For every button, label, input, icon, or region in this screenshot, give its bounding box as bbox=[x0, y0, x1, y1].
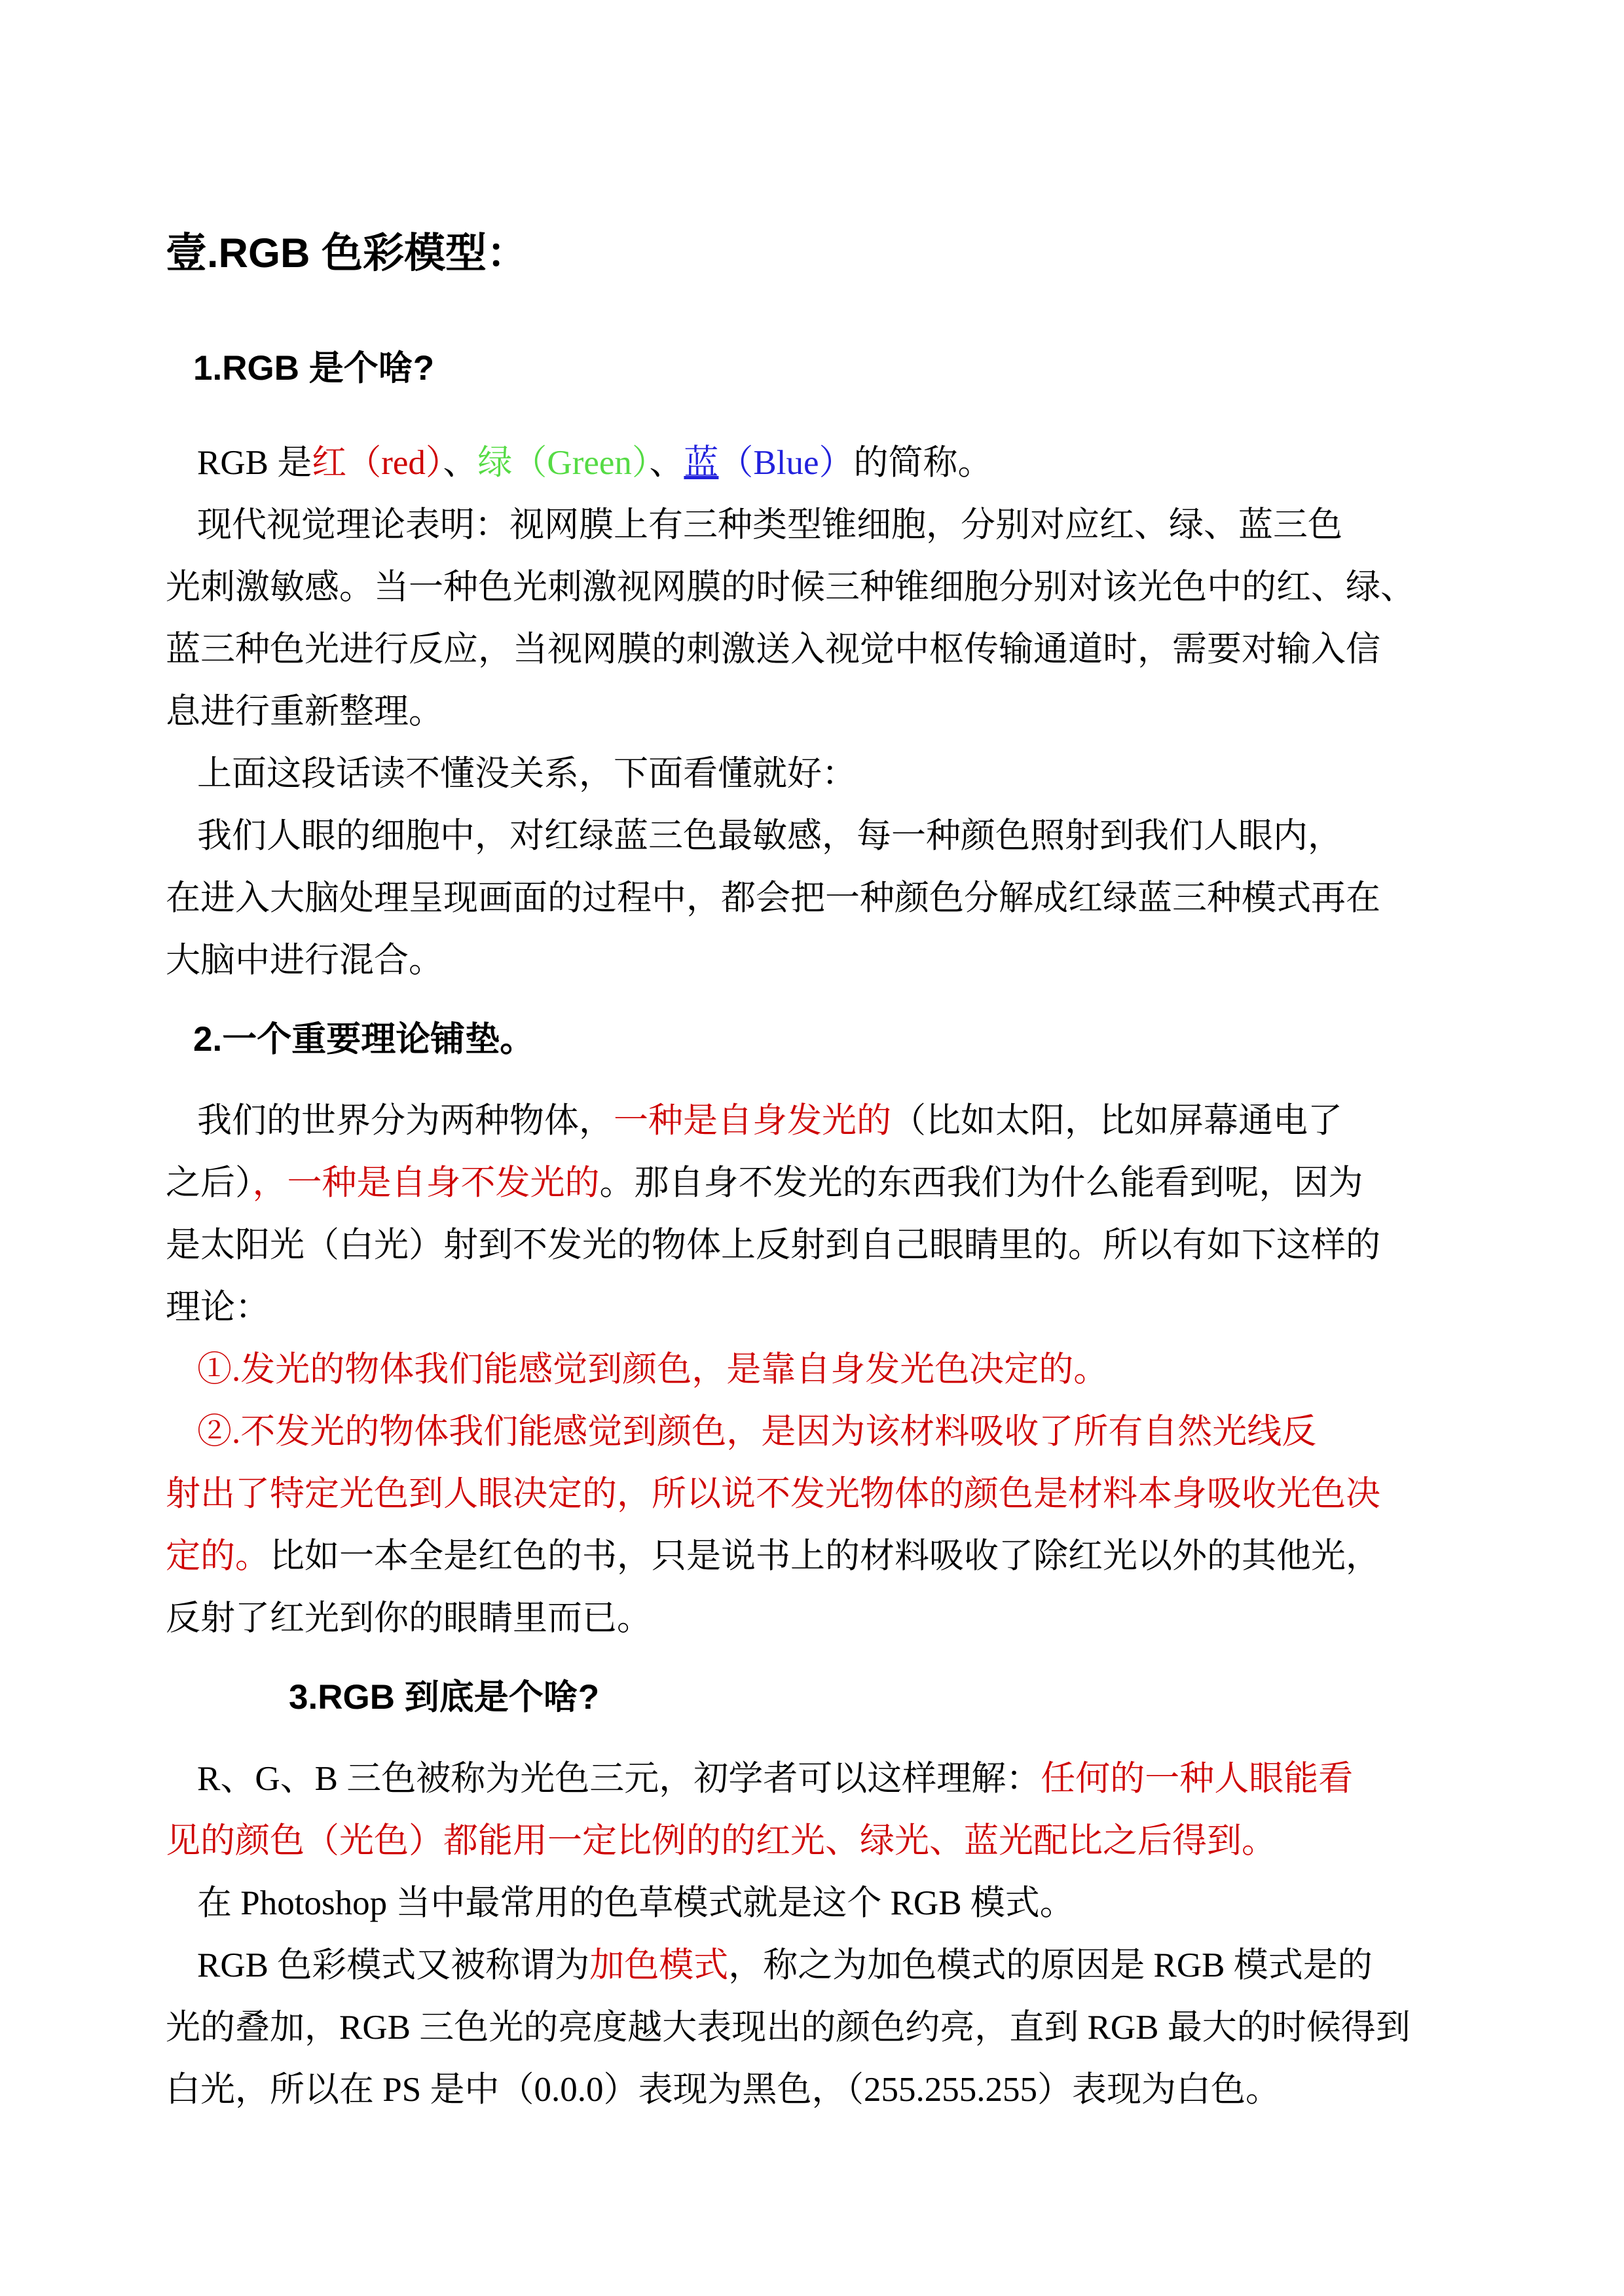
text-segment: 射出了特定光色到人眼决定的，所以说不发光物体的颜色是材料本身吸收光色决 bbox=[166, 1475, 1380, 1513]
text-segment: 我们人眼的细胞中，对红绿蓝三色最敏感，每一种颜色照射到我们人眼内， bbox=[197, 817, 1342, 855]
text-line bbox=[166, 1152, 1467, 1214]
text-line bbox=[166, 805, 1467, 867]
text-segment: 一种是自身发光的 bbox=[614, 1102, 891, 1140]
text-line bbox=[166, 1872, 1467, 1935]
text-segment: 反射了红光到你的眼睛里而已。 bbox=[166, 1599, 652, 1637]
text-segment: 红（red） bbox=[312, 444, 443, 482]
text-segment: RGB 是 bbox=[197, 444, 312, 482]
text-segment: 蓝 bbox=[684, 444, 719, 482]
document-body bbox=[166, 337, 1467, 2121]
text-line bbox=[166, 432, 1467, 494]
text-segment: 之后） bbox=[166, 1164, 253, 1202]
text-segment: 现代视觉理论表明：视网膜上有三种类型锥细胞，分别对应红、绿、蓝三色 bbox=[197, 506, 1342, 544]
text-segment: ②.不发光的物体我们能感觉到颜色，是因为该材料吸收了所有自然光线反 bbox=[197, 1413, 1317, 1451]
text-segment: 我们的世界分为两种物体， bbox=[197, 1102, 614, 1140]
text-segment: 在 Photoshop 当中最常用的色草模式就是这个 RGB 模式。 bbox=[197, 1884, 1075, 1922]
text-segment: 、 bbox=[443, 444, 478, 482]
text-segment: 的简称。 bbox=[853, 444, 993, 482]
text-segment: R、G、B 三色被称为光色三元，初学者可以这样理解： bbox=[197, 1760, 1041, 1798]
text-line bbox=[166, 1935, 1467, 1997]
text-segment: 在进入大脑处理呈现画面的过程中，都会把一种颜色分解成红绿蓝三种模式再在 bbox=[166, 879, 1380, 917]
text-segment: （Blue） bbox=[718, 444, 854, 482]
text-segment: 息进行重新整理。 bbox=[166, 693, 443, 731]
text-segment: 光的叠加，RGB 三色光的亮度越大表现出的颜色约亮，直到 RGB 最大的时候得到 bbox=[166, 2009, 1411, 2047]
text-segment: 白光，所以在 PS 是中（0.0.0）表现为黑色，（255.255.255）表现为白色。 bbox=[166, 2071, 1280, 2109]
text-line bbox=[166, 1463, 1467, 1525]
text-line bbox=[166, 1748, 1467, 1810]
section-heading: 3.RGB 到底是个啥? bbox=[289, 1678, 600, 1717]
text-segment: 定的。 bbox=[166, 1537, 270, 1575]
text-segment: ，称之为加色模式的原因是 RGB 模式是的 bbox=[728, 1946, 1373, 1984]
text-line bbox=[166, 1339, 1467, 1401]
text-line bbox=[166, 1810, 1467, 1872]
text-line bbox=[166, 556, 1467, 619]
text-line bbox=[166, 743, 1467, 805]
text-segment: 加色模式 bbox=[589, 1946, 729, 1984]
text-segment: 。那自身不发光的东西我们为什么能看到呢，因为 bbox=[599, 1164, 1363, 1202]
text-line bbox=[166, 1401, 1467, 1463]
section-heading: 2.一个重要理论铺垫。 bbox=[193, 1020, 535, 1059]
text-line bbox=[166, 930, 1467, 992]
text-segment: （比如太阳，比如屏幕通电了 bbox=[891, 1102, 1342, 1140]
text-segment: 是太阳光（白光）射到不发光的物体上反射到自己眼睛里的。所以有如下这样的 bbox=[166, 1226, 1380, 1264]
text-line bbox=[166, 1277, 1467, 1339]
section-heading: 1.RGB 是个啥? bbox=[193, 349, 435, 388]
text-line bbox=[166, 1588, 1467, 1650]
text-segment: ，一种是自身不发光的 bbox=[252, 1164, 600, 1202]
text-line bbox=[166, 1214, 1467, 1277]
text-line bbox=[166, 681, 1467, 743]
text-segment: 见的颜色（光色）都能用一定比例的的红光、绿光、蓝光配比之后得到。 bbox=[166, 1822, 1276, 1860]
text-line bbox=[166, 1090, 1467, 1152]
text-segment: 上面这段话读不懂没关系，下面看懂就好： bbox=[197, 755, 857, 793]
text-line bbox=[166, 619, 1467, 681]
text-segment: 大脑中进行混合。 bbox=[166, 941, 443, 979]
text-segment: 比如一本全是红色的书，只是说书上的材料吸收了除红光以外的其他光， bbox=[270, 1537, 1380, 1575]
text-segment: 任何的一种人眼能看 bbox=[1041, 1760, 1354, 1798]
text-segment: 绿（Green） bbox=[477, 444, 650, 482]
text-line bbox=[166, 1997, 1467, 2059]
text-line bbox=[166, 1525, 1467, 1588]
text-line bbox=[166, 494, 1467, 556]
text-line bbox=[166, 2059, 1467, 2121]
text-line bbox=[166, 867, 1467, 930]
text-segment: 光刺激敏感。当一种色光刺激视网膜的时候三种锥细胞分别对该光色中的红、绿、 bbox=[166, 568, 1415, 606]
text-segment: 蓝三种色光进行反应，当视网膜的刺激送入视觉中枢传输通道时，需要对输入信 bbox=[166, 630, 1380, 668]
text-segment: ①.发光的物体我们能感觉到颜色，是靠自身发光色决定的。 bbox=[197, 1351, 1109, 1389]
text-segment: 、 bbox=[649, 444, 684, 482]
document-title: 壹.RGB 色彩模型： bbox=[166, 230, 528, 276]
text-segment: RGB 色彩模式又被称谓为 bbox=[197, 1946, 590, 1984]
text-segment: 理论： bbox=[166, 1288, 270, 1326]
